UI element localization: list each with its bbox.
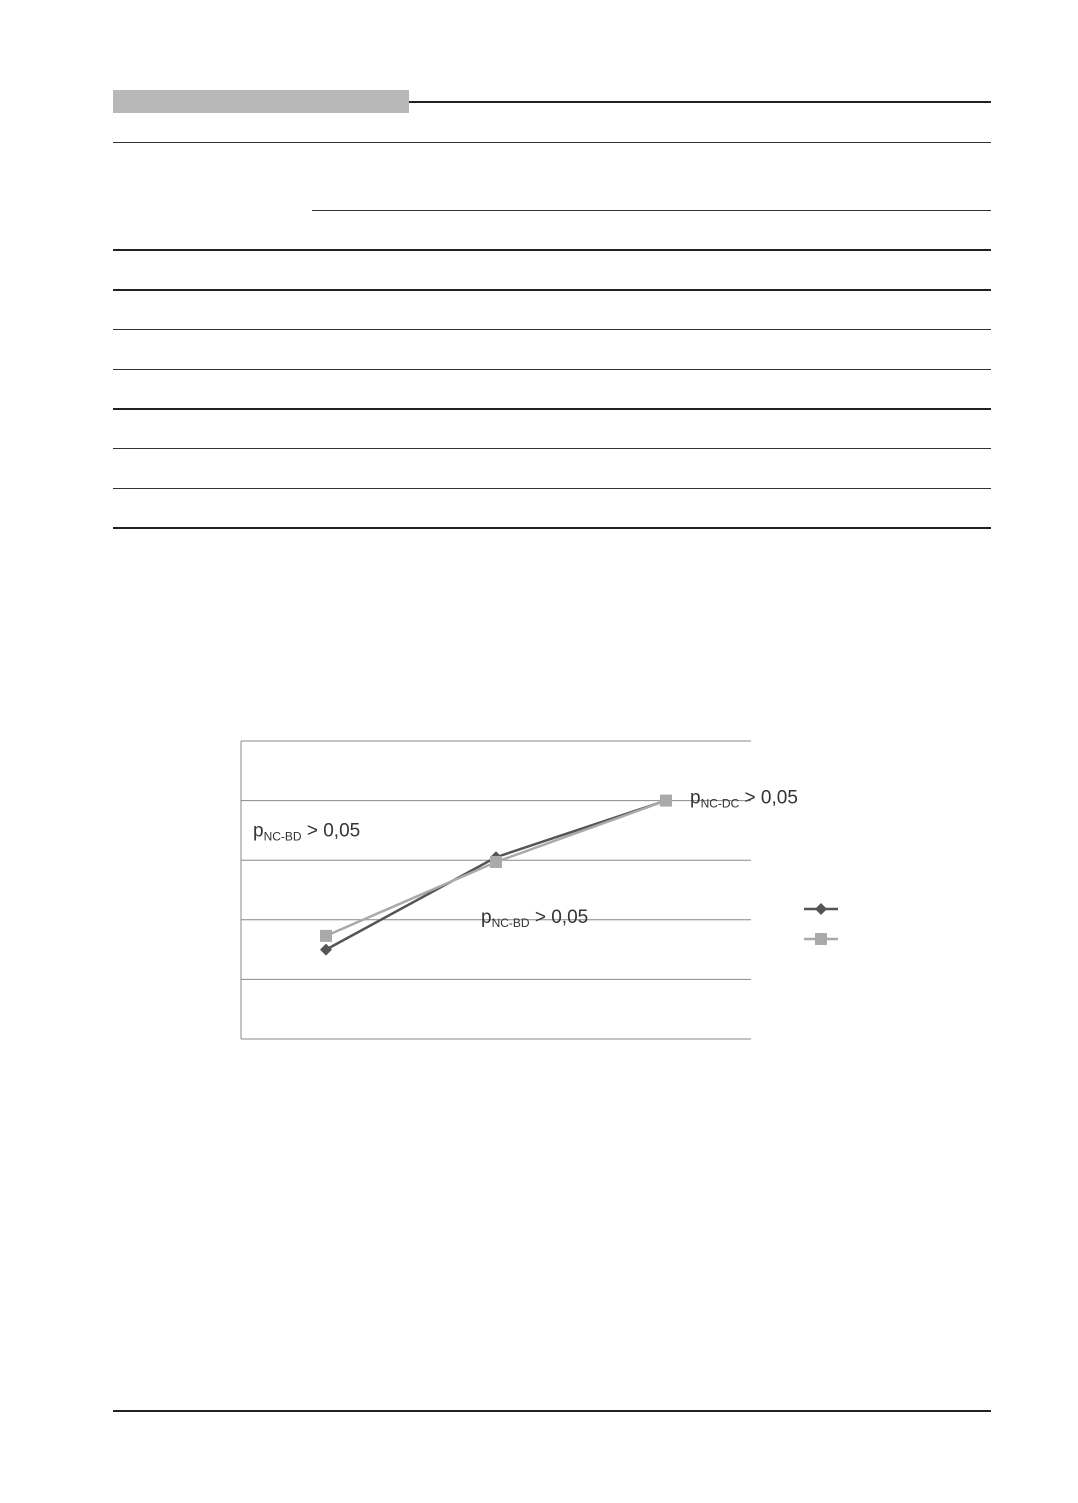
data-point xyxy=(490,856,502,868)
data-point xyxy=(320,930,332,942)
data-point xyxy=(320,944,332,956)
legend-marker-1 xyxy=(815,903,827,915)
p-value-annotation: $p_{NC-BD} > 0,05$ xyxy=(253,820,361,844)
legend-marker-2 xyxy=(815,933,827,945)
p-value-annotation: $p_{NC-DC} > 0,05$ xyxy=(690,787,798,811)
p-value-annotation: $p_{NC-BD} > 0,05$ xyxy=(481,906,589,930)
data-point xyxy=(660,795,672,807)
footer-rule xyxy=(113,1410,991,1412)
